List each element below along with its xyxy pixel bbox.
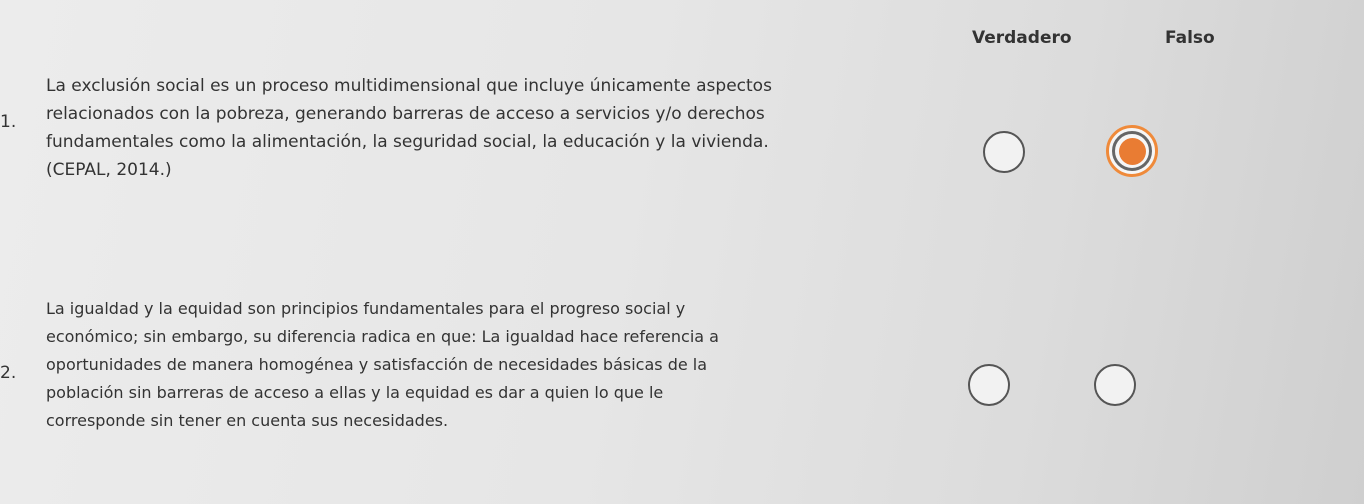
question-1-line: relacionados con la pobreza, generando barreras de acceso a servicios y/o derechos <box>46 104 765 124</box>
question-2-false-radio[interactable] <box>1094 364 1136 406</box>
header-false-label: Falso <box>1165 28 1215 48</box>
question-1-false-radio-selected[interactable] <box>1106 125 1158 177</box>
question-1-line: (CEPAL, 2014.) <box>46 160 172 180</box>
question-2-line: corresponde sin tener en cuenta sus necesidades. <box>46 411 449 430</box>
question-1-line: La exclusión social es un proceso multidimensional que incluye únicamente aspectos <box>46 76 772 96</box>
radio-ring <box>1112 131 1152 171</box>
question-2-number: 2. <box>0 363 17 383</box>
radio-selected-dot <box>1119 138 1146 165</box>
question-2-true-radio[interactable] <box>968 364 1010 406</box>
question-1-number: 1. <box>0 112 17 132</box>
question-2-line: La igualdad y la equidad son principios fundamentales para el progreso social y <box>46 299 686 318</box>
question-1-line: fundamentales como la alimentación, la seguridad social, la educación y la vivienda. <box>46 132 769 152</box>
question-2-line: oportunidades de manera homogénea y satisfacción de necesidades básicas de la <box>46 355 708 374</box>
header-true-label: Verdadero <box>972 28 1072 48</box>
question-1-text <box>46 72 772 184</box>
question-1-true-radio[interactable] <box>983 131 1025 173</box>
question-2-line: población sin barreras de acceso a ellas y la equidad es dar a quien lo que le <box>46 383 664 402</box>
question-2-line: económico; sin embargo, su diferencia radica en que: La igualdad hace referencia a <box>46 327 719 346</box>
question-2-text <box>46 295 719 435</box>
